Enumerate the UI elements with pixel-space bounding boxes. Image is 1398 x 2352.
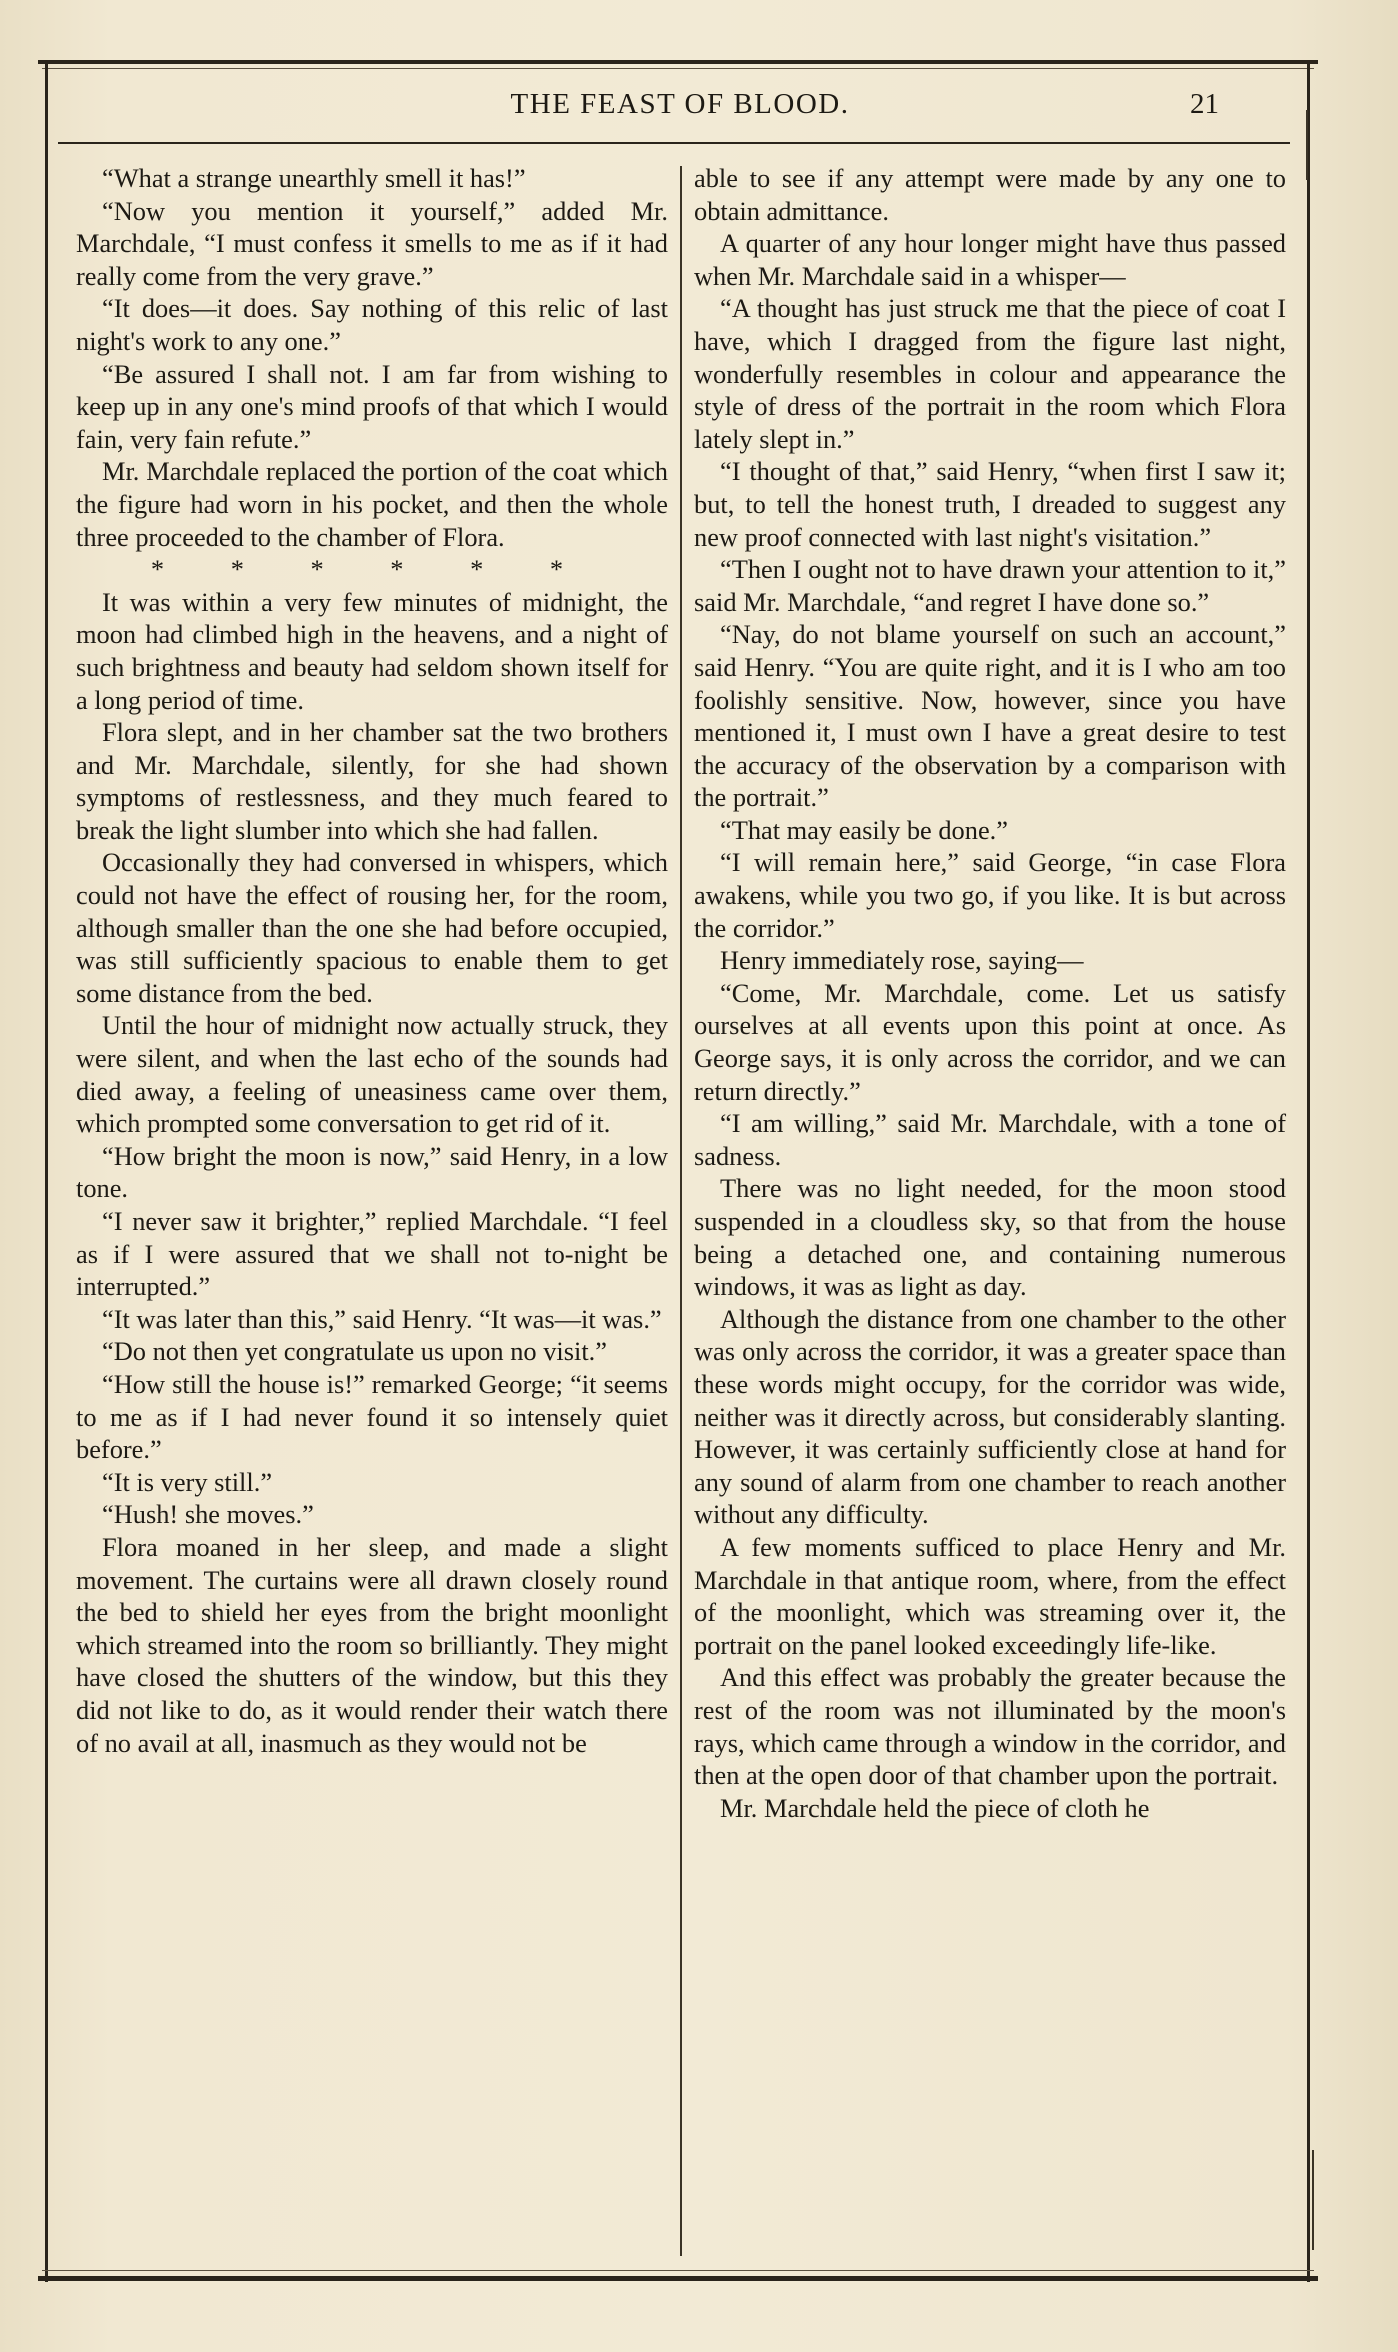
paragraph: Mr. Marchdale replaced the portion of the coat which the figure had worn in his pocket, and then the whole three proceeded to the chamber of Flora. [76, 456, 668, 552]
section-break-stars: * * * * * * [150, 554, 594, 585]
paragraph: “Now you mention it yourself,” added Mr. Marchdale, “I must confess it smells to me as if it had really come from the very grave.” [76, 195, 668, 291]
paragraph: “Come, Mr. Marchdale, come. Let us satisfy ourselves at all events upon this point at once. As George says, it is only across the corridor, and we can return directly.” [694, 977, 1286, 1106]
paragraph: “What a strange unearthly smell it has!” [102, 163, 526, 193]
paragraph: “It does—it does. Say nothing of this relic of last night's work to any one.” [76, 293, 668, 356]
paragraph: “A thought has just struck me that the piece of coat I have, which I dragged from the figure last night, wonderfully resembles in colour and appearance the style of dress of the portrait in the room which Flora lately slept in.” [694, 293, 1286, 454]
paragraph: “I never saw it brighter,” replied Marchdale. “I feel as if I were assured that we shall not to-night be interrupted.” [76, 1206, 668, 1302]
paragraph: It was within a very few minutes of midnight, the moon had climbed high in the heavens, and a night of such brightness and beauty had seldom shown itself for a long period of time. [76, 586, 668, 715]
paragraph: A quarter of any hour longer might have thus passed when Mr. Marchdale said in a whisper— [694, 228, 1286, 291]
margin-mark [1306, 110, 1308, 180]
paragraph: “It is very still.” [102, 1466, 273, 1497]
paragraph: There was no light needed, for the moon stood suspended in a cloudless sky, so that from the house being a detached one, and containing numerous windows, it was as light as day. [694, 1173, 1286, 1302]
bottom-border-hairline [42, 2270, 1314, 2271]
paragraph: “Hush! she moves.” [102, 1499, 314, 1530]
paragraph: Flora moaned in her sleep, and made a slight movement. The curtains were all drawn closely round the bed to shield her eyes from the bright moonlight which streamed into the room so brilliantly. They might have closed the shutters of the window, but this they did not like to do, as it would render their watch there of no avail at all, inasmuch as they would not be [76, 1531, 668, 1758]
margin-mark [1312, 2150, 1314, 2250]
paragraph: “Be assured I shall not. I am far from wishing to keep up in any one's mind proofs of that which I would fain, very fain refute.” [76, 358, 668, 454]
page-number: 21 [1190, 88, 1219, 120]
left-column [76, 162, 668, 1759]
paragraph: Henry immediately rose, saying— [720, 945, 1084, 976]
paragraph: “Then I ought not to have drawn your attention to it,” said Mr. Marchdale, “and regret I have done so.” [694, 554, 1286, 617]
column-divider [680, 166, 682, 2256]
paragraph: “I thought of that,” said Henry, “when first I saw it; but, to tell the honest truth, I dreaded to suggest any new proof connected with last night's visitation.” [694, 456, 1286, 552]
paragraph: “Do not then yet congratulate us upon no visit.” [102, 1336, 607, 1367]
paragraph: “I am willing,” said Mr. Marchdale, with a tone of sadness. [694, 1108, 1286, 1171]
paragraph: Mr. Marchdale held the piece of cloth he [720, 1792, 1150, 1823]
right-column [694, 162, 1286, 1824]
paragraph: “It was later than this,” said Henry. “It was—it was.” [102, 1303, 662, 1334]
paragraph: Although the distance from one chamber to the other was only across the corridor, it was a greater space than these words might occupy, for the corridor was wide, neither was it directly across, but considerably slanting. However, it was certainly sufficiently close at hand for any sound of alarm from one chamber to reach another without any difficulty. [694, 1303, 1286, 1530]
bottom-border-rule [38, 2276, 1318, 2281]
paragraph: Occasionally they had conversed in whispers, which could not have the effect of rousing her, for the room, although smaller than the one she had before occupied, was still sufficiently spacious to enable them to get some distance from the bed. [76, 847, 668, 1008]
paragraph: Until the hour of midnight now actually struck, they were silent, and when the last echo of the sounds had died away, a feeling of uneasiness came over them, which prompted some conversation to get rid of it. [76, 1010, 668, 1139]
paragraph: A few moments sufficed to place Henry and Mr. Marchdale in that antique room, where, from the effect of the moonlight, which was streaming over it, the portrait on the panel looked exceedingly life-like. [694, 1531, 1286, 1660]
running-title: THE FEAST OF BLOOD. [510, 88, 850, 120]
paragraph: “Nay, do not blame yourself on such an account,” said Henry. “You are quite right, and it is I who am too foolishly sensitive. Now, however, since you have mentioned it, I must own I have a great desire to test the accuracy of the observation by a comparison with the portrait.” [694, 619, 1286, 813]
paragraph: Flora slept, and in her chamber sat the two brothers and Mr. Marchdale, silently, for she had shown symptoms of restlessness, and they much feared to break the light slumber into which she had fallen. [76, 717, 668, 845]
paragraph: “I will remain here,” said George, “in case Flora awakens, while you two go, if you like. It is but across the corridor.” [694, 847, 1286, 943]
paragraph: “How bright the moon is now,” said Henry, in a low tone. [76, 1140, 668, 1204]
header-rule [58, 142, 1290, 144]
paragraph: “That may easily be done.” [720, 814, 1008, 845]
paragraph-continuation: able to see if any attempt were made by any one to obtain admittance. [694, 163, 1286, 226]
paragraph: And this effect was probably the greater because the rest of the room was not illuminated by the moon's rays, which came through a window in the corridor, and then at the open door of that chamber upon the portrait. [694, 1662, 1286, 1791]
paragraph: “How still the house is!” remarked George; “it seems to me as if I had never found it so intensely quiet before.” [76, 1368, 668, 1465]
